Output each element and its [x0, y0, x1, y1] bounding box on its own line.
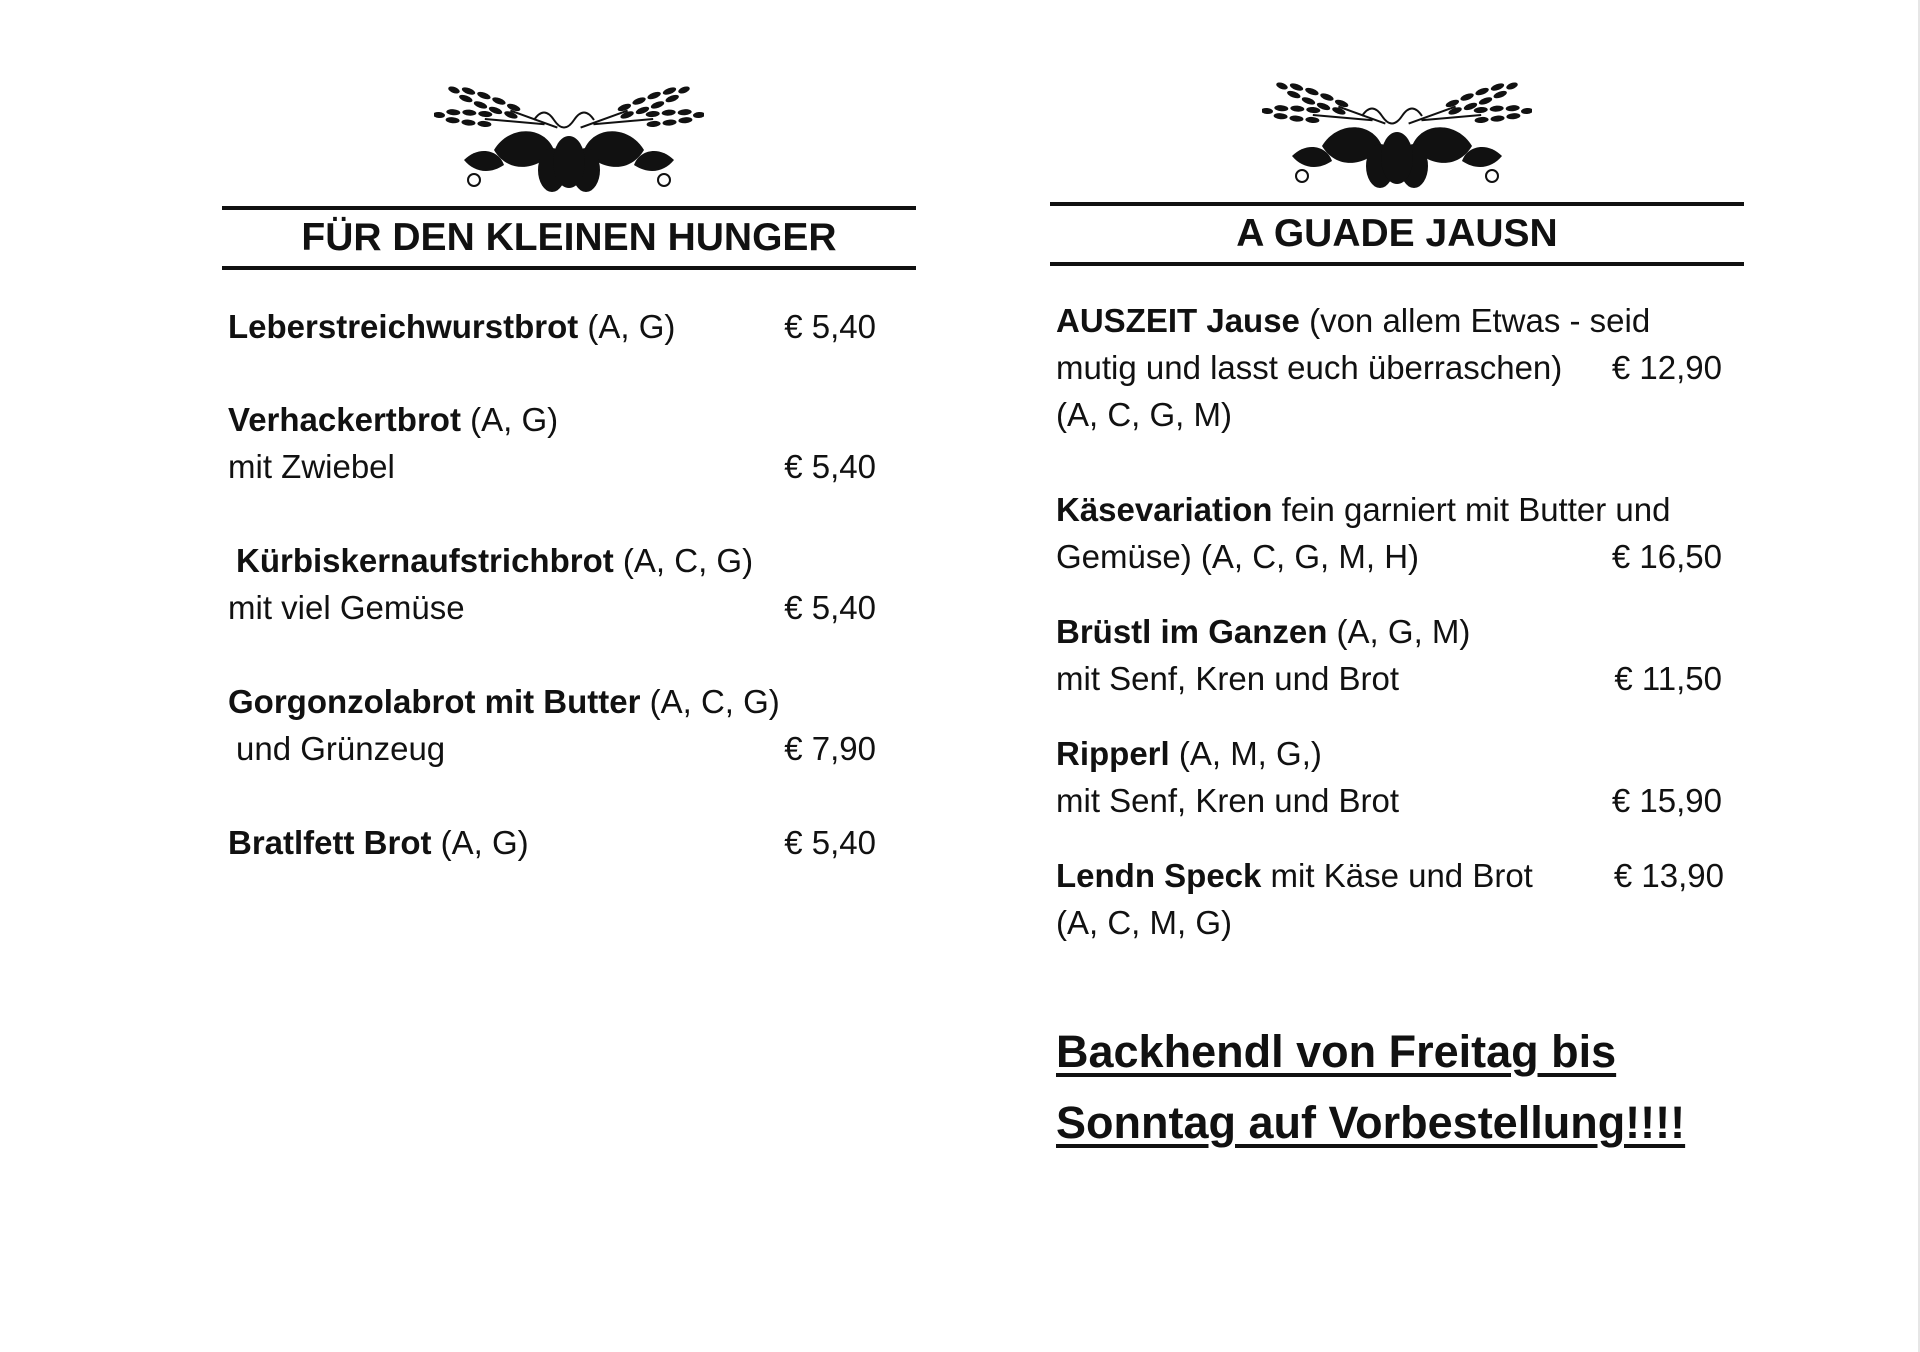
item-allergens: (A, G) — [460, 401, 559, 438]
item-description: mit Senf, Kren und Brot — [1056, 660, 1400, 697]
item-description: mutig und lasst euch überraschen) — [1056, 349, 1563, 386]
item-description: mit Senf, Kren und Brot — [1056, 782, 1400, 819]
item-price: € 12,90 — [1611, 349, 1722, 386]
wheat-and-hops-ornament-icon — [1262, 66, 1532, 196]
notice-line-1: Backhendl von Freitag bis — [1056, 1026, 1617, 1077]
item-allergens: (A, C, G) — [613, 542, 754, 579]
menu-items-right — [1050, 297, 1744, 946]
menu-item — [1056, 297, 1738, 438]
menu-item — [1056, 852, 1738, 946]
item-allergens: (A, C, G) — [640, 683, 780, 720]
item-price: € 16,50 — [1611, 538, 1722, 575]
item-allergens: (A, G) — [431, 824, 529, 861]
item-name: Käsevariation — [1056, 491, 1273, 528]
item-name: Verhackertbrot — [228, 401, 461, 438]
item-description: mit Zwiebel — [228, 448, 395, 485]
menu-item — [228, 396, 910, 490]
item-allergens: (A, G, M) — [1327, 613, 1471, 650]
item-price: € 11,50 — [1614, 660, 1722, 697]
item-price: € 5,40 — [784, 824, 876, 861]
item-description: und Grünzeug — [236, 730, 446, 767]
item-name: Bratlfett Brot — [228, 824, 432, 861]
item-description: mit Käse und Brot — [1261, 857, 1533, 894]
item-allergens: (A, C, G, M) — [1056, 396, 1232, 433]
item-allergens: (A, C, M, G) — [1056, 904, 1232, 941]
item-name: Kürbiskernaufstrichbrot — [236, 542, 614, 579]
item-name: Lendn Speck — [1056, 857, 1262, 894]
menu-item — [1056, 730, 1738, 824]
item-name: Ripperl — [1056, 735, 1170, 772]
item-description: Gemüse) (A, C, G, M, H) — [1056, 538, 1420, 575]
menu-item — [228, 678, 910, 772]
item-name: Gorgonzolabrot mit Butter — [228, 683, 641, 720]
menu-column-left — [222, 70, 916, 866]
item-price: € 5,40 — [784, 308, 876, 345]
item-name: Leberstreichwurstbrot — [228, 308, 579, 345]
item-price: € 15,90 — [1611, 782, 1722, 819]
menu-item — [228, 537, 910, 631]
menu-item — [228, 303, 910, 350]
menu-item — [1056, 486, 1738, 580]
section-heading: FÜR DEN KLEINEN HUNGER — [222, 206, 916, 270]
item-name: Brüstl im Ganzen — [1056, 613, 1328, 650]
menu-item — [1056, 608, 1738, 702]
notice-line-2: Sonntag auf Vorbestellung!!!! — [1056, 1097, 1686, 1148]
section-heading: A GUADE JAUSN — [1050, 202, 1744, 266]
item-price: € 5,40 — [784, 448, 876, 485]
item-price: € 7,90 — [784, 730, 876, 767]
item-price: € 5,40 — [784, 589, 876, 626]
item-allergens: (A, G) — [578, 308, 676, 345]
item-allergens: (A, M, G,) — [1169, 735, 1322, 772]
item-description: mit viel Gemüse — [228, 589, 465, 626]
item-name: AUSZEIT Jause — [1056, 302, 1300, 339]
menu-column-right — [1050, 66, 1744, 1158]
menu-item — [228, 819, 910, 866]
menu-items-left — [222, 303, 916, 866]
item-price: € 13,90 — [1613, 857, 1724, 894]
backhendl-notice — [1050, 1016, 1744, 1158]
wheat-and-hops-ornament-icon — [434, 70, 704, 200]
item-description: (von allem Etwas - seid — [1299, 302, 1651, 339]
item-description: fein garniert mit Butter und — [1272, 491, 1671, 528]
